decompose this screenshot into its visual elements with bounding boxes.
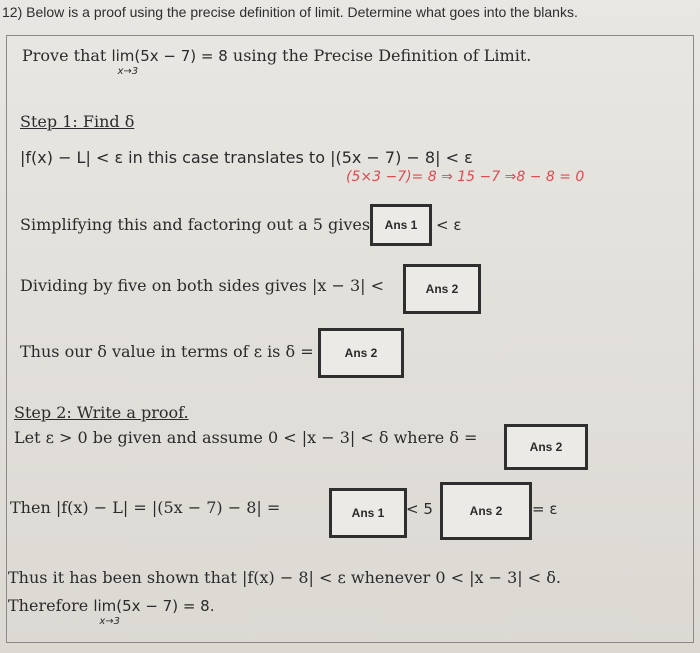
- answer-box-ans2-divide[interactable]: Ans 2: [403, 264, 481, 314]
- equals-epsilon: = ε: [532, 500, 558, 518]
- limit-expr-text: lim(5x − 7) = 8: [111, 47, 228, 65]
- limit-expression: [111, 47, 228, 77]
- handwritten-note: (5×3 −7)= 8 ⇒ 15 −7 ⇒8 − 8 = 0: [346, 169, 585, 185]
- step2-heading: Step 2: Write a proof.: [14, 403, 189, 422]
- let-text: Let ε > 0 be given and assume 0 < |x − 3| < δ where δ =: [14, 428, 478, 447]
- step1-heading: Step 1: Find δ: [20, 112, 135, 131]
- answer-box-ans1[interactable]: Ans 1: [370, 204, 432, 246]
- simplify-tail: < ε: [436, 216, 462, 234]
- therefore-line: [8, 596, 215, 627]
- delta-text: Thus our δ value in terms of ε is δ =: [20, 342, 314, 361]
- limit-subscript: x→3: [117, 66, 139, 77]
- divide-text: Dividing by five on both sides gives |x − 3| <: [20, 276, 384, 295]
- intro-rest: using the Precise Definition of Limit.: [232, 46, 532, 65]
- final-limit-subscript: x→3: [99, 616, 120, 627]
- prove-text: Prove that: [22, 46, 107, 65]
- shown-text: Thus it has been shown that |f(x) − 8| < ε whenever 0 < |x − 3| < δ.: [8, 568, 561, 587]
- answer-box-ans2-delta[interactable]: Ans 2: [318, 328, 404, 378]
- answer-box-ans1-then[interactable]: Ans 1: [329, 488, 407, 538]
- intro-line: [22, 46, 532, 77]
- step1-translation: |f(x) − L| < ε in this case translates to |(5x − 7) − 8| < ε: [20, 148, 473, 167]
- simplify-text: Simplifying this and factoring out a 5 gives: [20, 215, 371, 234]
- question-header: 12) Below is a proof using the precise definition of limit. Determine what goes into the blanks.: [2, 4, 578, 20]
- final-limit-text: lim(5x − 7) = 8.: [93, 597, 215, 615]
- therefore-text: Therefore: [8, 596, 89, 615]
- answer-box-ans2-let[interactable]: Ans 2: [504, 424, 588, 470]
- then-text: Then |f(x) − L| = |(5x − 7) − 8| =: [10, 498, 281, 517]
- answer-box-ans2-then[interactable]: Ans 2: [440, 482, 532, 540]
- less-than-five: < 5: [406, 500, 433, 518]
- final-limit: [93, 597, 215, 627]
